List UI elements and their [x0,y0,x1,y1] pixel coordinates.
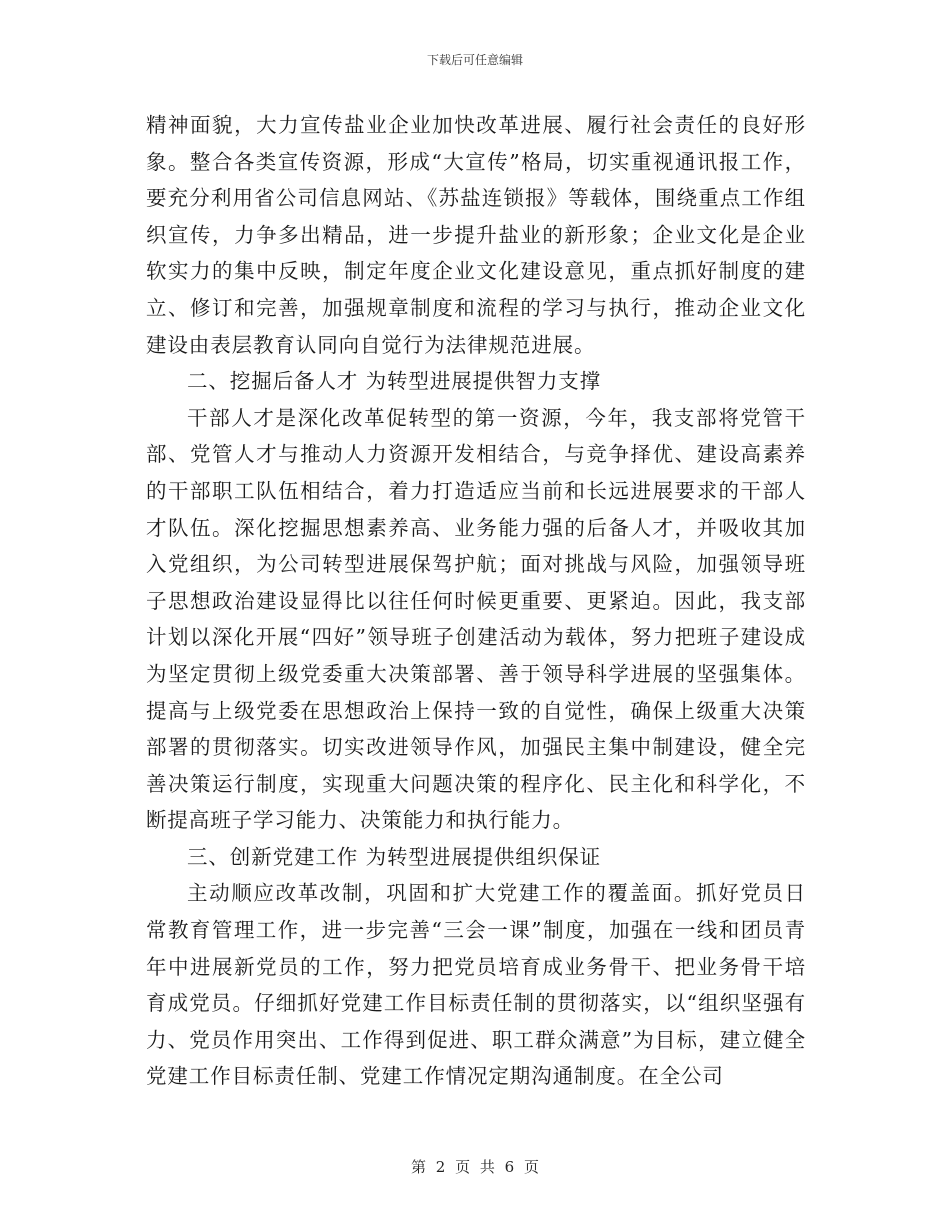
paragraph-continued: 精神面貌，大力宣传盐业企业加快改革进展、履行社会责任的良好形象。整合各类宣传资源，形成“大宣传”格局，切实重视通讯报工作，要充分利用省公司信息网站、《苏盐连锁报》等载体，围绕重点工作组织宣传，力争多出精品，进一步提升盐业的新形象；企业文化是企业软实力的集中反映，制定年度企业文化建设意见，重点抓好制度的建立、修订和完善，加强规章制度和流程的学习与执行，推动企业文化建设由表层教育认同向自觉行为法律规范进展。 [146,113,806,357]
document-body [146,107,806,1095]
paragraph-section-3: 主动顺应改革改制，巩固和扩大党建工作的覆盖面。抓好党员日常教育管理工作，进一步完善“三会一课”制度，加强在一线和团员青年中进展新党员的工作，努力把党员培育成业务骨干、把业务骨干培育成党员。仔细抓好党建工作目标责任制的贯彻落实，以“组织坚强有力、党员作用突出、工作得到促进、职工群众满意”为目标，建立健全党建工作目标责任制、党建工作情况定期沟通制度。在全公司 [146,881,806,1089]
section-heading-3: 三、创新党建工作 为转型进展提供组织保证 [187,844,602,869]
page-header: 下载后可任意编辑 [426,53,523,67]
page-number-footer: 第 2 页 共 6 页 [411,1158,539,1176]
section-heading-2: 二、挖掘后备人才 为转型进展提供智力支撑 [187,369,602,394]
paragraph-section-2: 干部人才是深化改革促转型的第一资源，今年，我支部将党管干部、党管人才与推动人力资源开发相结合，与竞争择优、建设高素养的干部职工队伍相结合，着力打造适应当前和长远进展要求的干部人才队伍。深化挖掘思想素养高、业务能力强的后备人才，并吸收其加入党组织，为公司转型进展保驾护航；面对挑战与风险，加强领导班子思想政治建设显得比以往任何时候更重要、更紧迫。因此，我支部计划以深化开展“四好”领导班子创建活动为载体，努力把班子建设成为坚定贯彻上级党委重大决策部署、善于领导科学进展的坚强集体。提高与上级党委在思想政治上保持一致的自觉性，确保上级重大决策部署的贯彻落实。切实改进领导作风，加强民主集中制建设，健全完善决策运行制度，实现重大问题决策的程序化、民主化和科学化，不断提高班子学习能力、决策能力和执行能力。 [146,405,806,833]
